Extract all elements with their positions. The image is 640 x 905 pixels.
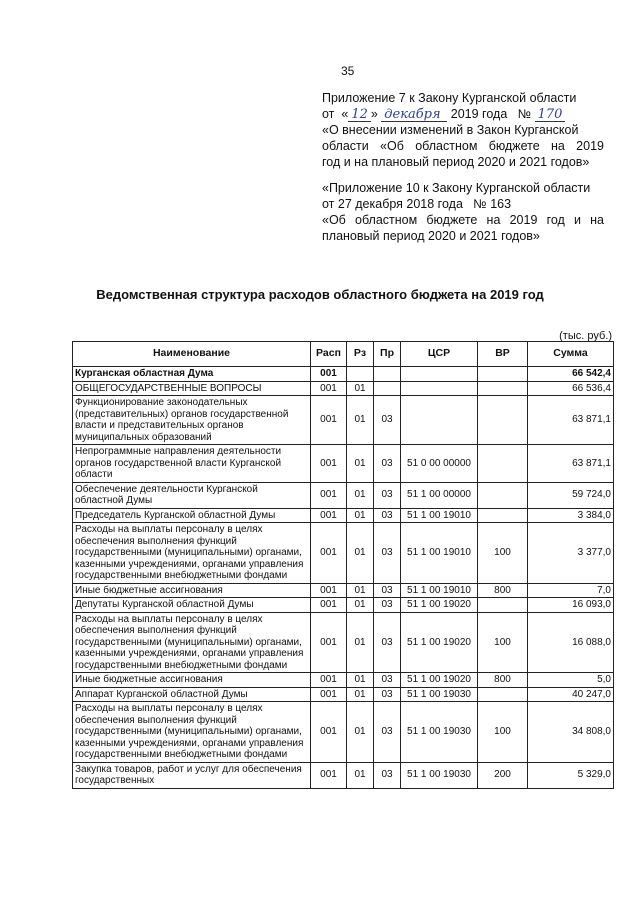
table-row (73, 612, 614, 673)
cell-name: ОБЩЕГОСУДАРСТВЕННЫЕ ВОПРОСЫ (73, 381, 311, 396)
cell-pr: 03 (374, 482, 401, 508)
cell-rasp: 001 (311, 482, 347, 508)
cell-csr: 51 1 00 19010 (401, 508, 478, 523)
cell-vr (478, 381, 528, 396)
appendix-current-line3: «О внесении изменений в Закон Курганской (322, 123, 579, 137)
table-row (73, 396, 614, 445)
cell-name: Иные бюджетные ассигнования (73, 583, 311, 598)
cell-vr (478, 508, 528, 523)
cell-pr: 03 (374, 508, 401, 523)
table-row (73, 673, 614, 688)
cell-sum: 16 088,0 (528, 612, 614, 673)
table-row (73, 381, 614, 396)
cell-sum: 7,0 (528, 583, 614, 598)
cell-vr (478, 687, 528, 702)
cell-name: Расходы на выплаты персоналу в целях обеспечения выполнения функций государственными (муниципальными) органами, казенными учреждениями, органами управления государственными внебюджетными фондами (73, 702, 311, 763)
table-row (73, 367, 614, 382)
cell-rz: 01 (347, 508, 374, 523)
cell-vr: 100 (478, 702, 528, 763)
cell-rz: 01 (347, 612, 374, 673)
cell-csr: 51 1 00 19020 (401, 673, 478, 688)
table-row (73, 523, 614, 584)
cell-csr: 51 1 00 19020 (401, 612, 478, 673)
cell-csr (401, 381, 478, 396)
appendix-current-block (322, 90, 604, 170)
cell-pr: 03 (374, 598, 401, 613)
appendix-current-line4: области «Об областном бюджете на 2019 (322, 139, 604, 153)
cell-vr: 800 (478, 583, 528, 598)
cell-sum: 66 542,4 (528, 367, 614, 382)
cell-rasp: 001 (311, 612, 347, 673)
cell-rasp: 001 (311, 762, 347, 788)
header-csr: ЦСР (401, 342, 478, 367)
cell-rasp: 001 (311, 381, 347, 396)
cell-name: Депутаты Курганской областной Думы (73, 598, 311, 613)
cell-vr (478, 396, 528, 445)
cell-csr: 51 0 00 00000 (401, 445, 478, 483)
table-row (73, 508, 614, 523)
table-header-row (73, 342, 614, 367)
cell-csr: 51 1 00 00000 (401, 482, 478, 508)
date-year: 2019 года (450, 107, 508, 121)
cell-vr (478, 445, 528, 483)
table-row (73, 598, 614, 613)
cell-pr: 03 (374, 612, 401, 673)
appendix-original-block (322, 180, 604, 244)
cell-pr (374, 381, 401, 396)
cell-pr: 03 (374, 762, 401, 788)
cell-rasp: 001 (311, 583, 347, 598)
appendix-current-date-line: от « 12 » декабря 2019 года № 170 (322, 106, 604, 122)
table-row (73, 482, 614, 508)
document-title: Ведомственная структура расходов областного бюджета на 2019 год (96, 287, 544, 302)
cell-vr (478, 367, 528, 382)
cell-rasp: 001 (311, 673, 347, 688)
cell-rz: 01 (347, 702, 374, 763)
cell-sum: 5 329,0 (528, 762, 614, 788)
table-row (73, 702, 614, 763)
cell-rz: 01 (347, 583, 374, 598)
cell-rz: 01 (347, 523, 374, 584)
cell-pr: 03 (374, 583, 401, 598)
cell-rasp: 001 (311, 702, 347, 763)
appendix-current-line1: Приложение 7 к Закону Курганской области (322, 91, 577, 105)
cell-pr (374, 367, 401, 382)
handwritten-month: декабря (381, 108, 447, 122)
number-label: № (517, 107, 532, 121)
cell-vr (478, 598, 528, 613)
cell-name: Функционирование законодательных (представительных) органов государственной власти и представительных органов муниципальных образований (73, 396, 311, 445)
appendix-original-line2: от 27 декабря 2018 года № 163 (322, 197, 512, 211)
cell-sum: 63 871,1 (528, 445, 614, 483)
cell-rz: 01 (347, 762, 374, 788)
cell-pr: 03 (374, 702, 401, 763)
cell-csr: 51 1 00 19030 (401, 702, 478, 763)
handwritten-number: 170 (535, 108, 566, 122)
cell-name: Обеспечение деятельности Курганской областной Думы (73, 482, 311, 508)
appendix-original-line4: плановый период 2020 и 2021 годов» (322, 229, 540, 243)
cell-csr (401, 396, 478, 445)
cell-name: Непрограммные направления деятельности органов государственной власти Курганской области (73, 445, 311, 483)
cell-csr (401, 367, 478, 382)
cell-rz: 01 (347, 687, 374, 702)
cell-rz: 01 (347, 445, 374, 483)
appendix-original-line1: «Приложение 10 к Закону Курганской области (322, 181, 591, 195)
table-row (73, 687, 614, 702)
table-row (73, 762, 614, 788)
cell-rz: 01 (347, 598, 374, 613)
cell-name: Закупка товаров, работ и услуг для обеспечения государственных (73, 762, 311, 788)
cell-sum: 16 093,0 (528, 598, 614, 613)
cell-sum: 66 536,4 (528, 381, 614, 396)
cell-rz: 01 (347, 396, 374, 445)
cell-csr: 51 1 00 19010 (401, 583, 478, 598)
cell-name: Аппарат Курганской областной Думы (73, 687, 311, 702)
header-rz: Рз (347, 342, 374, 367)
cell-vr: 800 (478, 673, 528, 688)
cell-name: Расходы на выплаты персоналу в целях обеспечения выполнения функций государственными (муниципальными) органами, казенными учреждениями, органами управления государственными внебюджетными фондами (73, 523, 311, 584)
cell-name: Курганская областная Дума (73, 367, 311, 382)
cell-name: Расходы на выплаты персоналу в целях обеспечения выполнения функций государственными (муниципальными) органами, казенными учреждениями, органами управления государственными внебюджетными фондами (73, 612, 311, 673)
appendix-current-line5: год и на плановый период 2020 и 2021 годов» (322, 155, 590, 169)
cell-csr: 51 1 00 19030 (401, 687, 478, 702)
header-sum: Сумма (528, 342, 614, 367)
cell-name: Председатель Курганской областной Думы (73, 508, 311, 523)
appendix-original-line3: «Об областном бюджете на 2019 год и на (322, 213, 604, 227)
cell-pr: 03 (374, 445, 401, 483)
cell-vr: 100 (478, 612, 528, 673)
cell-rasp: 001 (311, 508, 347, 523)
cell-rasp: 001 (311, 598, 347, 613)
cell-sum: 63 871,1 (528, 396, 614, 445)
page-number: 35 (341, 64, 355, 78)
cell-pr: 03 (374, 687, 401, 702)
budget-table (72, 341, 614, 789)
cell-sum: 34 808,0 (528, 702, 614, 763)
header-name: Наименование (73, 342, 311, 367)
cell-rasp: 001 (311, 445, 347, 483)
cell-sum: 40 247,0 (528, 687, 614, 702)
header-vr: ВР (478, 342, 528, 367)
header-pr: Пр (374, 342, 401, 367)
cell-csr: 51 1 00 19030 (401, 762, 478, 788)
unit-label: (тыс. руб.) (559, 330, 612, 342)
cell-rz: 01 (347, 381, 374, 396)
cell-sum: 3 377,0 (528, 523, 614, 584)
cell-rasp: 001 (311, 396, 347, 445)
cell-vr: 100 (478, 523, 528, 584)
cell-pr: 03 (374, 396, 401, 445)
date-prefix: от (322, 107, 335, 121)
cell-sum: 3 384,0 (528, 508, 614, 523)
cell-csr: 51 1 00 19010 (401, 523, 478, 584)
handwritten-day: 12 (348, 108, 371, 122)
cell-csr: 51 1 00 19020 (401, 598, 478, 613)
cell-sum: 59 724,0 (528, 482, 614, 508)
cell-rz (347, 367, 374, 382)
cell-vr: 200 (478, 762, 528, 788)
header-rasp: Расп (311, 342, 347, 367)
cell-rasp: 001 (311, 523, 347, 584)
table-row (73, 583, 614, 598)
cell-rasp: 001 (311, 687, 347, 702)
cell-vr (478, 482, 528, 508)
cell-rz: 01 (347, 673, 374, 688)
cell-sum: 5,0 (528, 673, 614, 688)
cell-pr: 03 (374, 523, 401, 584)
cell-rz: 01 (347, 482, 374, 508)
cell-pr: 03 (374, 673, 401, 688)
cell-name: Иные бюджетные ассигнования (73, 673, 311, 688)
table-row (73, 445, 614, 483)
cell-rasp: 001 (311, 367, 347, 382)
